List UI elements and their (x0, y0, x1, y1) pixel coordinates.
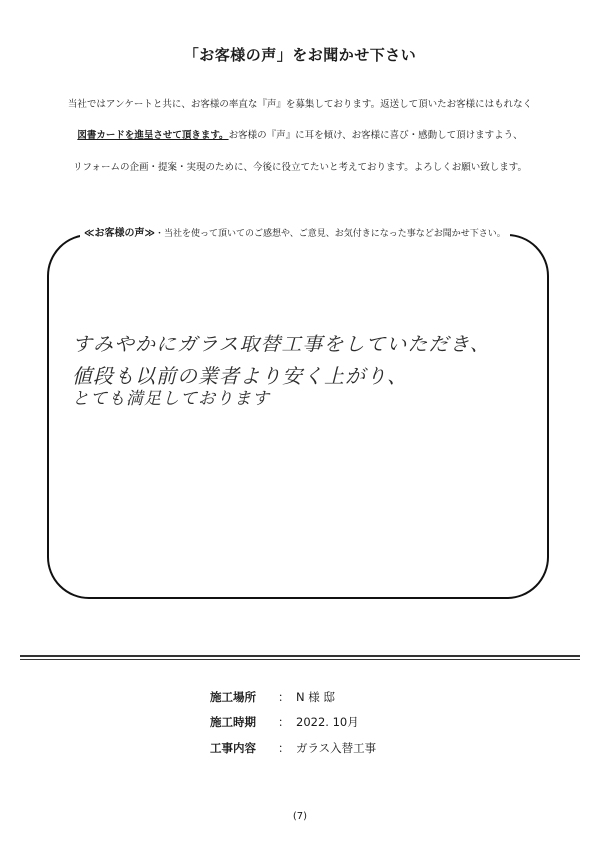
work-value: ガラス入替工事 (296, 741, 377, 755)
construction-place (210, 689, 335, 705)
page-title: 「お客様の声」をお聞かせ下さい (183, 46, 417, 64)
voice-box-heading: ≪お客様の声≫ (84, 228, 155, 239)
handwritten-line-3: とても満足しております (72, 389, 270, 409)
place-label: 施工場所 (210, 690, 256, 704)
voice-box-hint: ・当社を使って頂いてのご感想や、ご意見、お気付きになった事などお聞かせ下さい。 (154, 229, 506, 239)
construction-work (210, 740, 376, 756)
period-colon: ： (278, 715, 290, 729)
page-number: (7) (292, 811, 308, 822)
period-value: 2022. 10月 (296, 715, 359, 729)
intro-line-3: リフォームの企画・提案・実現のために、今後に役立てたいと考えております。よろしくお願い致します。 (72, 162, 527, 173)
period-label: 施工時期 (210, 715, 256, 729)
intro-line-2-rest: お客様の『声』に耳を傾け、お客様に喜び・感動して頂けますよう、 (228, 130, 523, 141)
intro-line-1: 当社ではアンケートと共に、お客様の率直な『声』を募集しております。返送して頂いたお客様にはもれなく (67, 99, 533, 110)
voice-box-label (80, 228, 510, 240)
divider-thick (20, 655, 580, 657)
customer-voice-box (47, 234, 549, 599)
intro-line-2 (40, 130, 560, 142)
work-label: 工事内容 (210, 741, 256, 755)
divider-thin (20, 659, 580, 660)
place-value: N 様 邸 (296, 690, 335, 704)
gift-card-notice: 図書カードを進呈させて頂きます。 (77, 130, 229, 141)
handwritten-line-2: 値段も以前の業者より安く上がり、 (72, 364, 408, 388)
place-colon: ： (278, 690, 290, 704)
work-colon: ： (278, 741, 290, 755)
handwritten-line-1: すみやかにガラス取替工事をしていただき、 (72, 332, 491, 356)
construction-period (210, 714, 359, 730)
